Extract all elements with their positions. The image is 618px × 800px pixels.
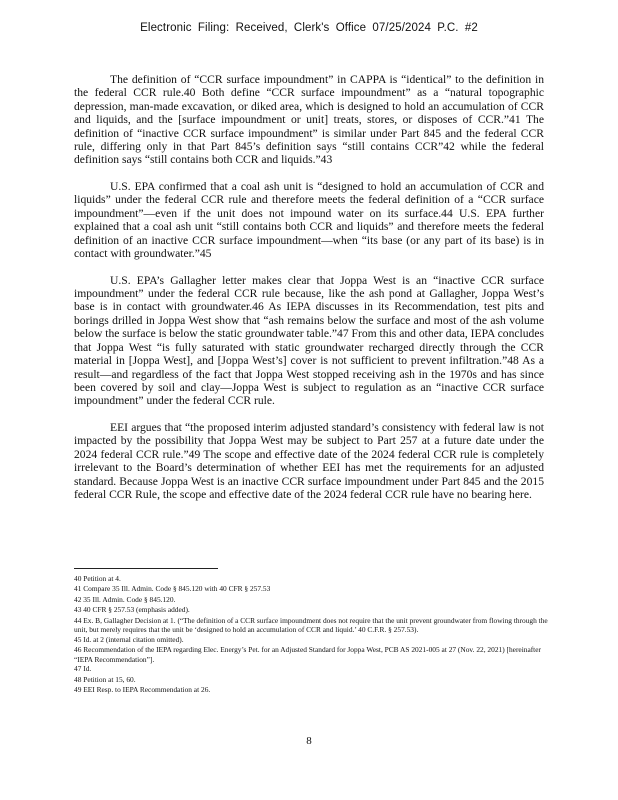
footnote-46: 46 Recommendation of the IEPA regarding Elec. Energy’s Pet. for an Adjusted Standard for Joppa West, PCB AS 2021-005 at 27 (Nov. 22, 2021) [hereinafter “IEPA Recommendation”].: [74, 645, 541, 664]
document-body: [74, 73, 544, 515]
page-number: 8: [306, 735, 312, 747]
filing-stamp-header: Electronic Filing: Received, Clerk's Office 07/25/2024 P.C. #2: [140, 22, 478, 34]
footnote-41: 41 Compare 35 Ill. Admin. Code § 845.120 with 40 CFR § 257.53: [74, 584, 271, 594]
footnote-separator: [74, 568, 218, 569]
paragraph-epa-confirmation: U.S. EPA confirmed that a coal ash unit is “designed to hold an accumulation of CCR and liquids” under the federal CCR rule and therefore meets the federal definition of a “CCR surface impoundment”—even if the unit does not impound water on its surface.44 U.S. EPA further explained that a coal ash unit “still contains both CCR and liquids” and therefore meets the federal definition of an inactive CCR surface impoundment—when “its base (or any part of its base) is in contact with groundwater.”45: [74, 180, 544, 261]
footnote-47: 47 Id.: [74, 664, 92, 674]
footnote-49: 49 EEI Resp. to IEPA Recommendation at 26.: [74, 685, 211, 695]
footnotes: [74, 574, 554, 696]
footnote-43: 43 40 CFR § 257.53 (emphasis added).: [74, 605, 190, 615]
paragraph-ccr-definition: The definition of “CCR surface impoundment” in CAPPA is “identical” to the definition in the federal CCR rule.40 Both define “CCR surface impoundment” as a “natural topographic depression, man-made excavation, or diked area, which is designed to hold an accumulation of CCR and liquids, and the [surface impoundment or unit] treats, stores, or disposes of CCR.”41 The definition of “inactive CCR surface impoundment” is similar under Part 845 and the federal CCR rule, differing only in that Part 845’s definition says “still contains CCR”42 while the federal definition says “still contains both CCR and liquids.”43: [74, 73, 544, 167]
paragraph-gallagher-letter: U.S. EPA’s Gallagher letter makes clear that Joppa West is an “inactive CCR surface impoundment” under the federal CCR rule because, like the ash pond at Gallagher, Joppa West’s base is in contact with groundwater.46 As IEPA discusses in its Recommendation, test pits and borings drilled in Joppa West show that “ash remains below the surface and most of the ash volume below the surface is below the static groundwater table.”47 From this and other data, IEPA concludes that Joppa West “is fully saturated with static groundwater recharged directly through the CCR material in [Joppa West], and [Joppa West’s] cover is not sufficient to prevent infiltration.”48 As a result—and regardless of the fact that Joppa West stopped receiving ash in the 1970s and has since been covered by soil and clay—Joppa West is subject to regulation as an “inactive CCR surface impoundment” under the federal CCR rule.: [74, 273, 544, 408]
footnote-48: 48 Petition at 15, 60.: [74, 674, 136, 684]
footnote-40: 40 Petition at 4.: [74, 574, 121, 583]
footnote-44: 44 Ex. B, Gallagher Decision at 1. (“The definition of a CCR surface impoundment does not require that the unit prevent groundwater from flowing through the unit, but merely requires that the unit be ‘designed to hold an accumulation of CCR and liquid.’ 40 C.F.R. § 257.53).: [74, 615, 548, 635]
footnote-45: 45 Id. at 2 (internal citation omitted).: [74, 634, 184, 644]
footnote-42: 42 35 Ill. Admin. Code § 845.120.: [74, 594, 176, 604]
paragraph-eei-argument: EEI argues that “the proposed interim adjusted standard’s consistency with federal law is not impacted by the possibility that Joppa West may be subject to Part 257 at a future date under the 2024 federal CCR rule.”49 The scope and effective date of the 2024 federal CCR rule is completely irrelevant to the Board’s determination of whether EEI has met the requirements for an adjusted standard. Because Joppa West is an inactive CCR surface impoundment under Part 845 and the 2015 federal CCR Rule, the scope and effective date of the 2024 federal CCR rule have no bearing here.: [74, 420, 544, 501]
